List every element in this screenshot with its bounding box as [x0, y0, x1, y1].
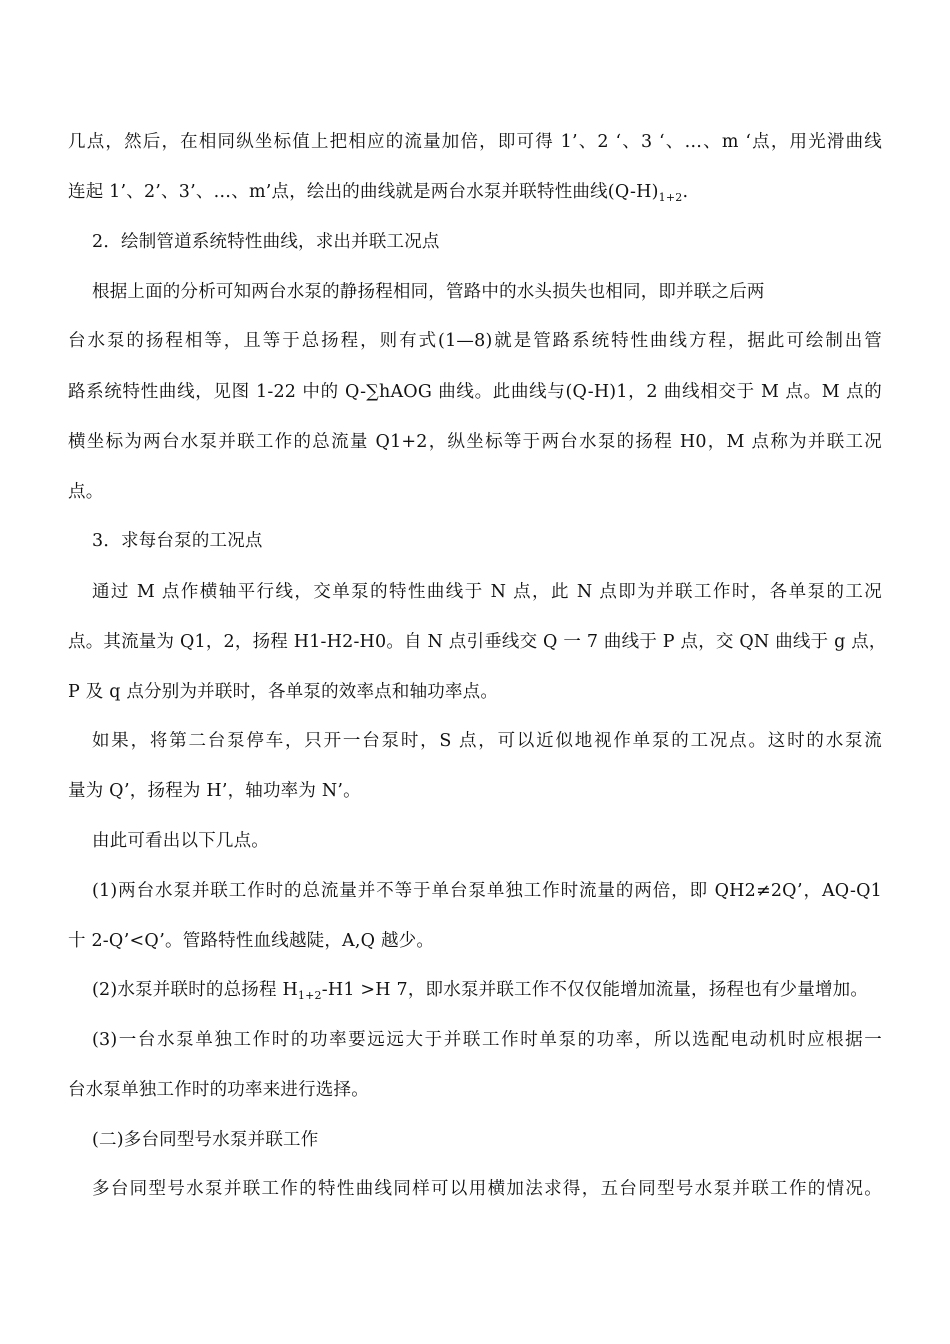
text-line [92, 280, 765, 304]
line-text: 路系统特性曲线，见图 1-22 中的 Q-∑hAOG 曲线。此曲线与(Q-H)1，2 曲线相交于 M 点。M 点的 [68, 382, 882, 402]
line-text: 台水泵的扬程相等，且等于总扬程，则有式(1—8)就是管路系统特性曲线方程，据此可绘制出管 [68, 331, 882, 351]
line-text: 十 2-Q’<Q’。管路特性血线越陡，A,Q 越少。 [68, 931, 435, 951]
list-item [92, 879, 882, 903]
section-heading [92, 529, 263, 553]
text-line [68, 329, 882, 353]
line-text: -H1 >H 7，即水泵并联工作不仅仅能增加流量，扬程也有少量增加。 [321, 980, 869, 1000]
text-line [68, 779, 361, 803]
line-text: 多台同型号水泵并联工作的特性曲线同样可以用横加法求得，五台同型号水泵并联工作的情况。 [92, 1179, 882, 1199]
text-line [92, 1177, 882, 1201]
line-text: (二)多台同型号水泵并联工作 [92, 1130, 319, 1150]
line-text: (3)一台水泵单独工作时的功率要远远大于并联工作时单泵的功率，所以选配电动机时应根据一 [92, 1030, 882, 1050]
section-heading [92, 230, 440, 254]
text-line [68, 929, 434, 953]
subscript: 1+2 [658, 191, 683, 204]
line-text: 3．求每台泵的工况点 [92, 531, 263, 551]
line-text: P 及 q 点分别为并联时，各单泵的效率点和轴功率点。 [68, 682, 499, 702]
text-line [68, 480, 103, 504]
line-text: 通过 M 点作横轴平行线，交单泵的特性曲线于 N 点，此 N 点即为并联工作时，各单泵的工况 [92, 582, 882, 602]
text-line [68, 430, 882, 454]
line-text: 2．绘制管道系统特性曲线，求出并联工况点 [92, 232, 440, 252]
section-heading [92, 1128, 318, 1152]
list-item [92, 1028, 882, 1052]
line-text: 根据上面的分析可知两台水泵的静扬程相同，管路中的水头损失也相同，即并联之后两 [92, 282, 765, 302]
line-text: . [682, 182, 689, 202]
line-text: 如果，将第二台泵停车，只开一台泵时，S 点，可以近似地视作单泵的工况点。这时的水泵流 [92, 731, 882, 751]
text-line [92, 580, 882, 604]
list-item [92, 978, 868, 1002]
line-text: 台水泵单独工作时的功率来进行选择。 [68, 1080, 369, 1100]
line-text: (2)水泵并联时的总扬程 H [92, 980, 298, 1000]
line-text: 横坐标为两台水泵并联工作的总流量 Q1+2，纵坐标等于两台水泵的扬程 H0，M 点称为并联工况 [68, 432, 882, 452]
line-text: 由此可看出以下几点。 [92, 831, 269, 851]
line-text: 点。 [68, 482, 104, 502]
text-line [68, 130, 882, 154]
text-line [68, 1078, 369, 1102]
text-line [92, 829, 269, 853]
line-text: (1)两台水泵并联工作时的总流量并不等于单台泵单独工作时流量的两倍，即 QH2≠2Q’，AQ-Q1 [92, 881, 882, 901]
line-text: 连起 1’、2’、3’、…、m’点，绘出的曲线就是两台水泵并联特性曲线(Q-H) [68, 182, 659, 202]
text-line [68, 630, 887, 654]
line-text: 量为 Q’，扬程为 H’，轴功率为 N’。 [68, 781, 361, 801]
text-line [68, 380, 882, 404]
line-text: 点。其流量为 Q1，2，扬程 H1-H2-H0。自 N 点引垂线交 Q 一 7 曲线于 P 点，交 QN 曲线于 g 点， [68, 632, 887, 652]
text-line [68, 680, 498, 704]
subscript: 1+2 [297, 989, 322, 1002]
text-line [68, 180, 688, 204]
line-text: 几点，然后，在相同纵坐标值上把相应的流量加倍，即可得 1’、2 ‘、3 ‘、…、m ‘点，用光滑曲线 [68, 132, 882, 152]
text-line [92, 729, 882, 753]
